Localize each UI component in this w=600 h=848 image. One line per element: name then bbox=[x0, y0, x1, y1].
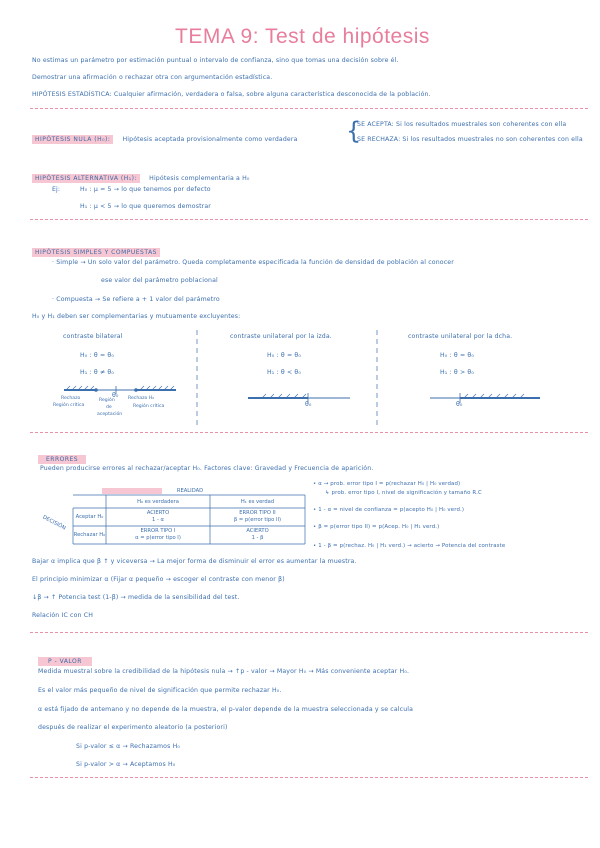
errores-intro: Pueden producirse errores al rechazar/aceptar H₀. Factores clave: Gravedad y Frecuencia de aparición. bbox=[40, 465, 374, 472]
pvalor-line: Si p-valor ≤ α → Rechazamos H₀ bbox=[76, 743, 181, 750]
bilateral-rechazo-right: Rechazo H₀ bbox=[128, 396, 155, 401]
intro-line: No estimas un parámetro por estimación puntual o intervalo de confianza, sino que tomas una decisión sobre él. bbox=[32, 57, 399, 64]
cell-acierto-2-prob: 1 - β bbox=[251, 535, 264, 541]
pvalor-line: Si p-valor > α → Aceptamos H₀ bbox=[76, 761, 176, 768]
col-h0-true: H₀ es verdadera bbox=[137, 499, 179, 505]
cell-error-2: ERROR TIPO II bbox=[239, 510, 276, 516]
realidad-header: REALIDAD bbox=[176, 488, 204, 494]
error-note: • β = p(error tipo II) = p(Acep. H₀ | H₁ verd.) bbox=[313, 524, 440, 530]
page-title: TEMA 9: Test de hipótesis bbox=[175, 25, 430, 48]
bilateral-h0: H₀ : θ = θ₀ bbox=[80, 352, 114, 359]
cell-acierto-2: ACIERTO bbox=[246, 528, 269, 534]
h0-brace: { bbox=[346, 117, 362, 145]
cell-acierto-1-prob: 1 - α bbox=[152, 517, 164, 523]
bilateral-rc-right: Región crítica bbox=[133, 404, 165, 409]
bilateral-region: Región bbox=[99, 398, 115, 403]
h0-text: Hipótesis aceptada provisionalmente como verdadera bbox=[122, 136, 298, 143]
izq-h0: H₀ : θ = θ₀ bbox=[267, 352, 301, 359]
errores-line: ↓β → ↑ Potencia test (1-β) → medida de la sensibilidad del test. bbox=[32, 594, 240, 601]
errores-line: Bajar α implica que β ↑ y viceversa → La mejor forma de disminuir el error es aumentar la muestra. bbox=[32, 558, 357, 565]
h1-ej: Ej: bbox=[52, 186, 61, 193]
cell-acierto-1: ACIERTO bbox=[146, 510, 170, 516]
izq-label: contraste unilateral por la izda. bbox=[230, 333, 332, 340]
bilateral-aceptacion: aceptación bbox=[97, 412, 123, 417]
h1-line1: H₀ : μ = 5 → lo que tenemos por defecto bbox=[80, 186, 211, 193]
errores-line: Relación IC con CH bbox=[32, 612, 93, 619]
h0-accept: SE ACEPTA: Si los resultados muestrales son coherentes con ella bbox=[357, 121, 567, 128]
izq-theta0: θ₀ bbox=[305, 401, 312, 408]
error-note: • 1 - α = nivel de confianza = p(acepto H₀ | H₀ verd.) bbox=[313, 507, 465, 513]
compuesta-line: · Compuesta → Se refiere a + 1 valor del parámetro bbox=[52, 296, 220, 303]
error-note: • 1 - β = p(rechaz. H₀ | H₁ verd.) → acierto → Potencia del contraste bbox=[313, 543, 506, 549]
section-divider bbox=[30, 632, 588, 633]
simple-line2: ese valor del parámetro poblacional bbox=[101, 277, 218, 284]
bilateral-de: de bbox=[106, 405, 112, 410]
error-note: • α → prob. error tipo I = p(rechazar H₀ | H₀ verdad) bbox=[313, 481, 461, 487]
dcha-h0: H₀ : θ = θ₀ bbox=[440, 352, 474, 359]
pvalor-line: después de realizar el experimento aleatorio (a posteriori) bbox=[38, 724, 228, 731]
h0-label: HIPÓTESIS NULA (H₀): bbox=[32, 135, 113, 144]
row-reject: Rechazar H₀ bbox=[73, 532, 106, 538]
dcha-label: contraste unilateral por la dcha. bbox=[408, 333, 513, 340]
intro-line: Demostrar una afirmación o rechazar otra con argumentación estadística. bbox=[32, 74, 273, 81]
col-h1-true: H₁ es verdad bbox=[240, 499, 275, 505]
decision-label: DECISIÓN bbox=[41, 514, 67, 532]
pvalor-line: Es el valor más pequeño de nivel de significación que permite rechazar H₀. bbox=[38, 687, 282, 694]
cell-error-1-prob: α = p(error tipo I) bbox=[135, 535, 181, 541]
bilateral-theta0: θ₀ bbox=[112, 392, 119, 399]
error-note: ↳ prob. error tipo I, nivel de significación y tamaño R.C bbox=[325, 490, 482, 496]
dcha-theta0: θ₀ bbox=[456, 401, 463, 408]
pvalor-line: Medida muestral sobre la credibilidad de la hipótesis nula → ↑p - valor → Mayor H₀ → Más conveniente aceptar H₀. bbox=[38, 668, 410, 675]
bilateral-rc-left: Región crítica bbox=[53, 403, 85, 408]
cell-error-2-prob: β = p(error tipo II) bbox=[233, 517, 282, 523]
pvalor-line: α está fijado de antemano y no depende de la muestra, el p-valor depende de la muestra seleccionada y se calcula bbox=[38, 706, 414, 713]
dcha-h1: H₁ : θ > θ₀ bbox=[440, 369, 474, 376]
h1-line2: H₁ : μ < 5 → lo que queremos demostrar bbox=[80, 203, 212, 210]
row-accept: Aceptar H₀ bbox=[75, 514, 104, 520]
complement-line: H₀ y H₁ deben ser complementarias y mutuamente excluyentes: bbox=[32, 313, 241, 320]
errores-line: El principio minimizar α (Fijar α pequeño → escoger el contraste con menor β) bbox=[32, 576, 285, 583]
pvalor-heading-wrap bbox=[38, 648, 92, 667]
bilateral-h1: H₁ : θ ≠ θ₀ bbox=[80, 369, 114, 376]
izq-h1: H₁ : θ < θ₀ bbox=[267, 369, 301, 376]
cell-error-1: ERROR TIPO I bbox=[140, 528, 176, 534]
section-divider bbox=[30, 777, 588, 778]
bilateral-rechazo-left: Rechazo bbox=[61, 396, 81, 401]
simple-line: · Simple → Un solo valor del parámetro. Queda completamente especificada la función de densidad de población al conocer bbox=[52, 259, 454, 266]
h1-label: HIPÓTESIS ALTERNATIVA (H₁): bbox=[32, 174, 140, 183]
h0-reject: SE RECHAZA: Si los resultados muestrales no son coherentes con ella bbox=[357, 136, 583, 143]
bilateral-label: contraste bilateral bbox=[63, 333, 123, 340]
intro-line: HIPÓTESIS ESTADÍSTICA: Cualquier afirmación, verdadera o falsa, sobre alguna característica desconocida de la población. bbox=[32, 91, 431, 98]
errores-heading: ERRORES bbox=[38, 455, 86, 464]
simple-heading: HIPÓTESIS SIMPLES Y COMPUESTAS bbox=[32, 248, 160, 257]
h1-text: Hipótesis complementaria a H₀ bbox=[149, 175, 250, 182]
pvalor-heading: P - VALOR bbox=[38, 657, 92, 666]
